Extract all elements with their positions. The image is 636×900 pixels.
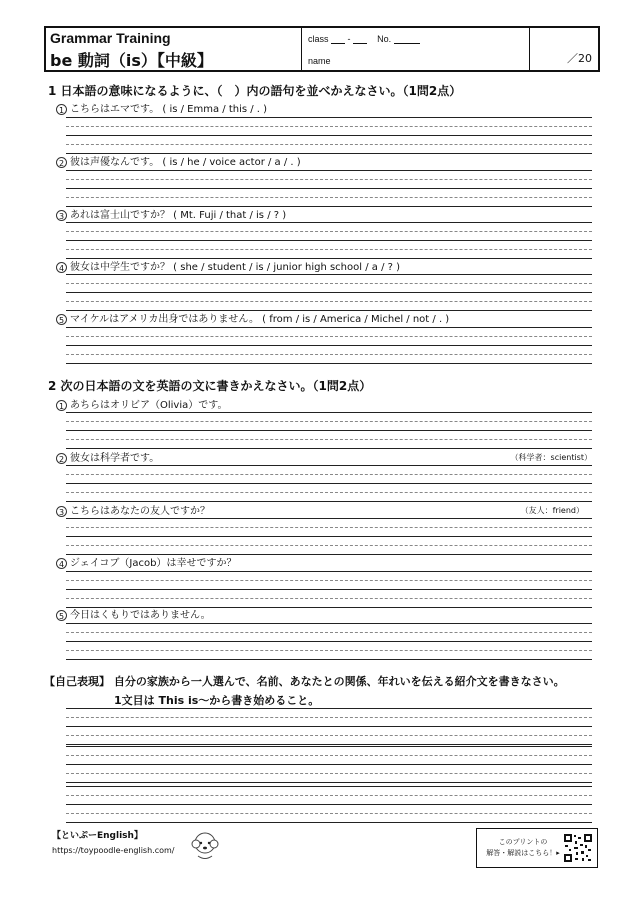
section-1-title: 1 日本語の意味になるように、（ ）内の語句を並べかえなさい。（1問2点） — [48, 84, 462, 98]
class-field[interactable] — [331, 34, 345, 44]
number-field[interactable] — [394, 34, 420, 44]
title-english: Grammar Training — [50, 30, 171, 46]
s1-answer-lines-5[interactable] — [66, 327, 592, 364]
s2-answer-lines-4[interactable] — [66, 571, 592, 608]
class-name-cell — [302, 28, 530, 70]
s2-hint-3: （友人：friend） — [520, 506, 584, 515]
s1-question-4 — [56, 258, 400, 273]
brand-name: 【といぷーEnglish】 — [52, 831, 143, 841]
question-number: 3 — [56, 506, 67, 517]
self-expression-subtitle: 1文目は This is～から書き始めること。 — [114, 694, 320, 707]
s1-answer-lines-1[interactable] — [66, 117, 592, 154]
self-expression-lines-1[interactable] — [66, 708, 592, 745]
question-number: 4 — [56, 558, 67, 569]
s1-question-3 — [56, 206, 286, 221]
question-text: 今日はくもりではありません。 — [70, 610, 211, 621]
section-2-title: 2 次の日本語の文を英語の文に書きかえなさい。（1問2点） — [48, 379, 372, 393]
answer-line-2: 解答・解説はこちら！▸ — [486, 849, 560, 857]
s2-answer-lines-3[interactable] — [66, 518, 592, 555]
score-total: ／20 — [567, 52, 592, 65]
self-expression-title: 【自己表現】 自分の家族から一人選んで、名前、あなたとの関係、年れいを伝える紹介文を書きなさい。 — [44, 675, 565, 688]
answer-line-1: このプリントの — [498, 838, 548, 846]
self-expression-lines-2[interactable] — [66, 746, 592, 783]
question-text: 彼女は科学者です。 — [70, 453, 160, 464]
number-label: No. — [377, 34, 392, 44]
class-section-field[interactable] — [353, 34, 367, 44]
s1-question-2 — [56, 153, 301, 168]
s1-question-1 — [56, 100, 267, 115]
question-text: 彼は声優なんです。 ( is / he / voice actor / a / . ) — [70, 157, 301, 168]
s2-question-4 — [56, 554, 236, 569]
qr-code-icon[interactable] — [563, 833, 593, 863]
question-text: 彼女は中学生ですか？ ( she / student / is / junior high school / a / ? ) — [70, 262, 401, 273]
question-number: 2 — [56, 453, 67, 464]
poodle-logo-icon — [188, 828, 222, 862]
s2-answer-lines-1[interactable] — [66, 412, 592, 449]
s2-question-1 — [56, 396, 227, 411]
question-number: 1 — [56, 400, 67, 411]
s2-question-3 — [56, 502, 210, 517]
question-text: あちらはオリビア（Olivia）です。 — [70, 400, 228, 411]
s1-answer-lines-4[interactable] — [66, 274, 592, 311]
class-separator: - — [347, 34, 351, 44]
s2-hint-2: （科学者：scientist） — [510, 453, 592, 462]
title-cell — [46, 28, 302, 70]
question-text: ジェイコブ（Jacob）は幸せですか？ — [70, 558, 237, 569]
class-label: class — [308, 34, 329, 44]
question-number: 4 — [56, 262, 67, 273]
question-number: 5 — [56, 610, 67, 621]
answer-link-box[interactable] — [476, 828, 598, 868]
worksheet-header — [44, 26, 600, 72]
question-number: 3 — [56, 210, 67, 221]
s1-answer-lines-2[interactable] — [66, 170, 592, 207]
question-text: こちらはあなたの友人ですか？ — [70, 506, 210, 517]
question-text: マイケルはアメリカ出身ではありません。 ( from / is / America / Michel / not / . ) — [70, 314, 450, 325]
question-number: 2 — [56, 157, 67, 168]
brand-url[interactable]: https://toypoodle-english.com/ — [52, 846, 175, 855]
s1-answer-lines-3[interactable] — [66, 222, 592, 259]
self-expression-lines-3[interactable] — [66, 786, 592, 823]
question-number: 1 — [56, 104, 67, 115]
question-text: こちらはエマです。 ( is / Emma / this / . ) — [70, 104, 268, 115]
title-japanese: be 動詞（is）【中級】 — [50, 51, 213, 70]
answer-link-text — [481, 837, 565, 859]
question-text: あれは富士山ですか？ ( Mt. Fuji / that / is / ? ) — [70, 210, 287, 221]
s2-answer-lines-2[interactable] — [66, 465, 592, 502]
name-label: name — [308, 56, 331, 66]
s1-question-5 — [56, 310, 449, 325]
question-number: 5 — [56, 314, 67, 325]
score-cell[interactable] — [530, 28, 598, 70]
s2-answer-lines-5[interactable] — [66, 623, 592, 660]
s2-question-5 — [56, 606, 211, 621]
s2-question-2 — [56, 449, 159, 464]
